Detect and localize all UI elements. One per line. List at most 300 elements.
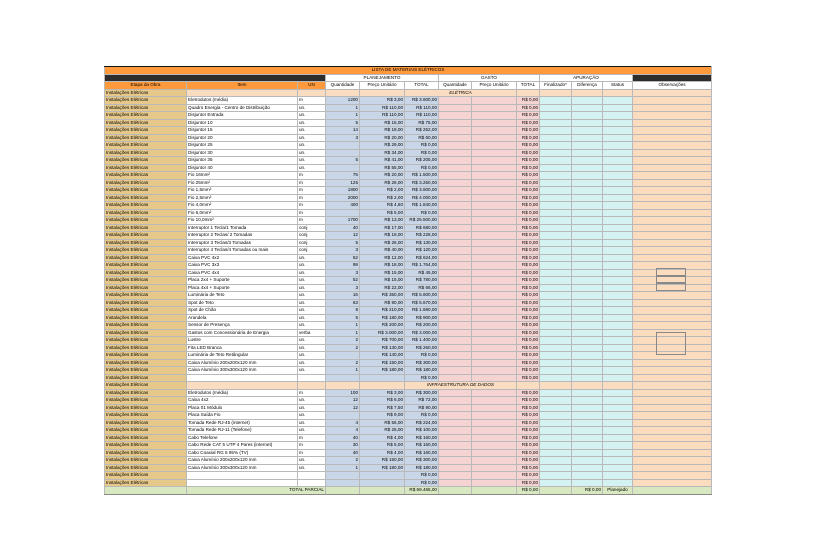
cell-observacoes[interactable]	[633, 142, 712, 150]
cell-etapa[interactable]: Instalações Elétricas	[105, 427, 187, 435]
cell-p-quantidade[interactable]	[326, 164, 360, 172]
cell-g-preco[interactable]	[472, 434, 517, 442]
cell-g-total[interactable]: R$ 0,00	[517, 239, 540, 247]
cell-etapa[interactable]: Instalações Elétricas	[105, 209, 187, 217]
cell-p-preco[interactable]: R$ 350,00	[360, 292, 405, 300]
cell-finalizado[interactable]	[540, 247, 572, 255]
cell-un[interactable]: un.	[298, 277, 326, 285]
cell-p-preco[interactable]: R$ 26,00	[360, 179, 405, 187]
cell-p-preco[interactable]: R$ 130,00	[360, 344, 405, 352]
cell-item[interactable]: Caixa Alumínio 300x300x120 mm	[187, 464, 298, 472]
cell-p-total[interactable]: R$ 300,00	[405, 389, 439, 397]
cell-un[interactable]: un.	[298, 269, 326, 277]
cell-p-quantidade[interactable]: 40	[326, 224, 360, 232]
cell-g-quantidade[interactable]	[439, 127, 472, 135]
cell-finalizado[interactable]	[540, 127, 572, 135]
cell-un[interactable]: un.	[298, 337, 326, 345]
cell-p-quantidade[interactable]: 63	[326, 299, 360, 307]
cell-p-preco[interactable]: R$ 4,00	[360, 449, 405, 457]
cell-p-preco[interactable]: R$ 15,00	[360, 277, 405, 285]
cell-finalizado[interactable]	[540, 457, 572, 465]
cell-item[interactable]	[187, 479, 298, 487]
section-empty-cell[interactable]	[633, 382, 712, 390]
cell-g-preco[interactable]	[472, 127, 517, 135]
cell-finalizado[interactable]	[540, 427, 572, 435]
cell-observacoes[interactable]	[633, 187, 712, 195]
cell-p-quantidade[interactable]: 3	[326, 247, 360, 255]
cell-item[interactable]	[187, 472, 298, 480]
cell-etapa[interactable]: Instalações Elétricas	[105, 404, 187, 412]
cell-g-preco[interactable]	[472, 142, 517, 150]
cell-un[interactable]: m	[298, 172, 326, 180]
cell-g-preco[interactable]	[472, 149, 517, 157]
cell-g-preco[interactable]	[472, 239, 517, 247]
cell-item[interactable]: Disjuntor Entrada	[187, 112, 298, 120]
cell-observacoes[interactable]	[633, 209, 712, 217]
cell-p-preco[interactable]: R$ 25,00	[360, 427, 405, 435]
cell-observacoes[interactable]	[633, 127, 712, 135]
cell-g-preco[interactable]	[472, 179, 517, 187]
cell-g-total[interactable]: R$ 0,00	[517, 307, 540, 315]
cell-diferenca[interactable]	[572, 389, 603, 397]
cell-g-quantidade[interactable]	[439, 367, 472, 375]
cell-p-preco[interactable]: R$ 18,00	[360, 127, 405, 135]
cell-item[interactable]: Placa 4x4 + Suporte	[187, 284, 298, 292]
cell-etapa[interactable]: Instalações Elétricas	[105, 149, 187, 157]
cell-diferenca[interactable]	[572, 277, 603, 285]
section-empty-cell[interactable]	[633, 89, 712, 97]
cell-etapa[interactable]: Instalações Elétricas	[105, 232, 187, 240]
cell-item[interactable]	[187, 374, 298, 382]
cell-g-total[interactable]: R$ 0,00	[517, 194, 540, 202]
cell-p-total[interactable]: R$ 1.400,00	[405, 337, 439, 345]
cell-diferenca[interactable]	[572, 202, 603, 210]
cell-finalizado[interactable]	[540, 239, 572, 247]
cell-p-total[interactable]: R$ 0,00	[405, 479, 439, 487]
cell-un[interactable]: un.	[298, 322, 326, 330]
cell-status[interactable]	[603, 442, 633, 450]
cell-g-total[interactable]: R$ 0,00	[517, 104, 540, 112]
cell-g-total[interactable]: R$ 0,00	[517, 337, 540, 345]
cell-g-quantidade[interactable]	[439, 179, 472, 187]
cell-g-quantidade[interactable]	[439, 232, 472, 240]
cell-item[interactable]: Interruptor 4 Teclas/4 Tomadas ou mais	[187, 247, 298, 255]
cell-un[interactable]: m	[298, 179, 326, 187]
cell-etapa[interactable]: Instalações Elétricas	[105, 292, 187, 300]
cell-p-preco[interactable]: R$ 2,00	[360, 194, 405, 202]
cell-p-preco[interactable]: R$ 34,00	[360, 149, 405, 157]
cell-status[interactable]	[603, 307, 633, 315]
cell-p-preco[interactable]: R$ 19,00	[360, 232, 405, 240]
cell-observacoes[interactable]	[633, 194, 712, 202]
cell-g-quantidade[interactable]	[439, 247, 472, 255]
cell-p-quantidade[interactable]: 12	[326, 232, 360, 240]
cell-un[interactable]: un.	[298, 352, 326, 360]
cell-g-total[interactable]: R$ 0,00	[517, 352, 540, 360]
cell-diferenca[interactable]	[572, 127, 603, 135]
cell-diferenca[interactable]	[572, 359, 603, 367]
cell-item[interactable]: Disjuntor 20	[187, 134, 298, 142]
cell-g-preco[interactable]	[472, 479, 517, 487]
cell-diferenca[interactable]	[572, 479, 603, 487]
cell-etapa[interactable]: Instalações Elétricas	[105, 464, 187, 472]
cell-p-total[interactable]: R$ 110,00	[405, 104, 439, 112]
cell-finalizado[interactable]	[540, 412, 572, 420]
cell-g-quantidade[interactable]	[439, 149, 472, 157]
cell-etapa[interactable]: Instalações Elétricas	[105, 217, 187, 225]
cell-diferenca[interactable]	[572, 224, 603, 232]
cell-finalizado[interactable]	[540, 307, 572, 315]
cell-observacoes[interactable]	[633, 232, 712, 240]
cell-finalizado[interactable]	[540, 284, 572, 292]
cell-p-quantidade[interactable]: 1	[326, 367, 360, 375]
cell-item[interactable]: Luminária de Teto Retângular	[187, 352, 298, 360]
cell-un[interactable]: un.	[298, 284, 326, 292]
cell-status[interactable]	[603, 232, 633, 240]
cell-g-quantidade[interactable]	[439, 419, 472, 427]
cell-diferenca[interactable]	[572, 307, 603, 315]
cell-status[interactable]	[603, 352, 633, 360]
cell-un[interactable]	[298, 374, 326, 382]
cell-un[interactable]: verba	[298, 329, 326, 337]
cell-p-total[interactable]: R$ 5.600,00	[405, 292, 439, 300]
cell-status[interactable]	[603, 112, 633, 120]
cell-finalizado[interactable]	[540, 404, 572, 412]
cell-p-total[interactable]: R$ 680,00	[405, 224, 439, 232]
cell-g-total[interactable]: R$ 0,00	[517, 277, 540, 285]
section-empty-cell[interactable]	[360, 89, 405, 97]
cell-item[interactable]: Disjuntor 10	[187, 119, 298, 127]
col-un[interactable]: UN	[298, 82, 326, 90]
cell-p-total[interactable]: R$ 180,00	[405, 367, 439, 375]
section-empty-cell[interactable]	[540, 382, 572, 390]
cell-un[interactable]: m	[298, 217, 326, 225]
cell-diferenca[interactable]	[572, 112, 603, 120]
cell-status[interactable]	[603, 337, 633, 345]
cell-diferenca[interactable]	[572, 209, 603, 217]
cell-un[interactable]: un.	[298, 254, 326, 262]
cell-finalizado[interactable]	[540, 374, 572, 382]
cell-etapa[interactable]: Instalações Elétricas	[105, 389, 187, 397]
cell-g-quantidade[interactable]	[439, 442, 472, 450]
cell-p-total[interactable]: R$ 130,00	[405, 239, 439, 247]
col-g-total[interactable]: TOTAL	[517, 82, 540, 90]
cell-p-quantidade[interactable]: 2	[326, 359, 360, 367]
cell-finalizado[interactable]	[540, 449, 572, 457]
cell-g-preco[interactable]	[472, 344, 517, 352]
cell-observacoes[interactable]	[633, 479, 712, 487]
cell-g-total[interactable]: R$ 0,00	[517, 217, 540, 225]
cell-un[interactable]: un.	[298, 262, 326, 270]
cell-diferenca[interactable]	[572, 97, 603, 105]
col-finalizado[interactable]: Finalizado*	[540, 82, 572, 90]
cell-un[interactable]: m	[298, 449, 326, 457]
section-empty-cell[interactable]	[517, 382, 540, 390]
cell-status[interactable]	[603, 254, 633, 262]
cell-finalizado[interactable]	[540, 164, 572, 172]
cell-g-total[interactable]: R$ 0,00	[517, 464, 540, 472]
section-empty-cell[interactable]	[326, 89, 360, 97]
col-p-quantidade[interactable]: Quantidade	[326, 82, 360, 90]
cell-item[interactable]: Caixa Alumínio 300x300x120 mm	[187, 367, 298, 375]
cell-status[interactable]	[603, 412, 633, 420]
cell-status[interactable]	[603, 179, 633, 187]
cell-p-quantidade[interactable]: 125	[326, 179, 360, 187]
cell-status[interactable]	[603, 262, 633, 270]
cell-un[interactable]: m	[298, 202, 326, 210]
cell-un[interactable]: un.	[298, 314, 326, 322]
cell-g-quantidade[interactable]	[439, 277, 472, 285]
cell-un[interactable]: un.	[298, 412, 326, 420]
cell-g-total[interactable]: R$ 0,00	[517, 134, 540, 142]
cell-g-quantidade[interactable]	[439, 352, 472, 360]
cell-un[interactable]	[298, 472, 326, 480]
cell-p-preco[interactable]	[360, 472, 405, 480]
cell-etapa[interactable]: Instalações Elétricas	[105, 337, 187, 345]
cell-finalizado[interactable]	[540, 472, 572, 480]
cell-status[interactable]	[603, 142, 633, 150]
cell-p-total[interactable]: R$ 205,00	[405, 157, 439, 165]
section-empty-cell[interactable]	[540, 89, 572, 97]
cell-un[interactable]: un.	[298, 367, 326, 375]
cell-g-preco[interactable]	[472, 232, 517, 240]
cell-p-quantidade[interactable]: 2	[326, 457, 360, 465]
cell-diferenca[interactable]	[572, 119, 603, 127]
section-empty-cell[interactable]	[360, 382, 405, 390]
cell-observacoes[interactable]	[633, 179, 712, 187]
cell-g-preco[interactable]	[472, 412, 517, 420]
cell-finalizado[interactable]	[540, 202, 572, 210]
cell-un[interactable]: un.	[298, 419, 326, 427]
cell-item[interactable]: Spot de Teto	[187, 299, 298, 307]
cell-g-total[interactable]: R$ 0,00	[517, 202, 540, 210]
cell-etapa[interactable]: Instalações Elétricas	[105, 194, 187, 202]
cell-p-total[interactable]: R$ 624,00	[405, 254, 439, 262]
cell-status[interactable]	[603, 134, 633, 142]
cell-diferenca[interactable]	[572, 284, 603, 292]
cell-status[interactable]	[603, 164, 633, 172]
cell-un[interactable]: m	[298, 434, 326, 442]
cell-finalizado[interactable]	[540, 479, 572, 487]
total-status[interactable]: Planejado	[603, 487, 633, 495]
cell-diferenca[interactable]	[572, 449, 603, 457]
cell-p-total[interactable]: R$ 3.600,00	[405, 97, 439, 105]
cell-status[interactable]	[603, 217, 633, 225]
cell-g-total[interactable]: R$ 0,00	[517, 157, 540, 165]
cell-diferenca[interactable]	[572, 299, 603, 307]
cell-un[interactable]: un.	[298, 457, 326, 465]
cell-finalizado[interactable]	[540, 187, 572, 195]
cell-p-total[interactable]: R$ 0,00	[405, 164, 439, 172]
cell-p-quantidade[interactable]: 100	[326, 389, 360, 397]
cell-finalizado[interactable]	[540, 352, 572, 360]
cell-status[interactable]	[603, 157, 633, 165]
cell-p-total[interactable]: R$ 224,00	[405, 419, 439, 427]
cell-etapa[interactable]: Instalações Elétricas	[105, 224, 187, 232]
cell-p-quantidade[interactable]: 30	[326, 442, 360, 450]
cell-g-quantidade[interactable]	[439, 322, 472, 330]
cell-status[interactable]	[603, 457, 633, 465]
cell-status[interactable]	[603, 449, 633, 457]
cell-g-quantidade[interactable]	[439, 389, 472, 397]
cell-item[interactable]: Sensor de Presença	[187, 322, 298, 330]
cell-finalizado[interactable]	[540, 329, 572, 337]
cell-p-preco[interactable]	[360, 374, 405, 382]
cell-p-total[interactable]: R$ 0,00	[405, 374, 439, 382]
cell-p-total[interactable]: R$ 300,00	[405, 457, 439, 465]
cell-g-total[interactable]: R$ 0,00	[517, 187, 540, 195]
cell-p-preco[interactable]	[360, 479, 405, 487]
cell-p-preco[interactable]: R$ 9,00	[360, 412, 405, 420]
cell-g-total[interactable]: R$ 0,00	[517, 427, 540, 435]
cell-p-quantidade[interactable]: 40	[326, 434, 360, 442]
cell-g-quantidade[interactable]	[439, 472, 472, 480]
cell-item[interactable]: Disjuntor 35	[187, 157, 298, 165]
cell-status[interactable]	[603, 119, 633, 127]
cell-etapa[interactable]: Instalações Elétricas	[105, 449, 187, 457]
cell-g-total[interactable]: R$ 0,00	[517, 127, 540, 135]
cell-g-quantidade[interactable]	[439, 337, 472, 345]
cell-p-preco[interactable]: R$ 700,00	[360, 337, 405, 345]
cell-etapa[interactable]: Instalações Elétricas	[105, 374, 187, 382]
cell-p-total[interactable]: R$ 1.500,00	[405, 172, 439, 180]
cell-status[interactable]	[603, 299, 633, 307]
cell-p-quantidade[interactable]: 75	[326, 172, 360, 180]
cell-g-quantidade[interactable]	[439, 104, 472, 112]
cell-p-preco[interactable]: R$ 26,00	[360, 239, 405, 247]
cell-p-quantidade[interactable]	[326, 209, 360, 217]
cell-un[interactable]: un.	[298, 344, 326, 352]
cell-etapa[interactable]: Instalações Elétricas	[105, 254, 187, 262]
cell-p-quantidade[interactable]: 12	[326, 397, 360, 405]
cell-g-quantidade[interactable]	[439, 112, 472, 120]
cell-etapa[interactable]: Instalações Elétricas	[105, 442, 187, 450]
cell-g-total[interactable]: R$ 0,00	[517, 359, 540, 367]
cell-diferenca[interactable]	[572, 269, 603, 277]
cell-etapa[interactable]: Instalações Elétricas	[105, 299, 187, 307]
cell-un[interactable]: un.	[298, 299, 326, 307]
cell-diferenca[interactable]	[572, 179, 603, 187]
cell-un[interactable]: un.	[298, 104, 326, 112]
cell-p-total[interactable]: R$ 66,00	[405, 284, 439, 292]
cell-g-preco[interactable]	[472, 337, 517, 345]
cell-status[interactable]	[603, 419, 633, 427]
cell-p-total[interactable]: R$ 3.250,00	[405, 179, 439, 187]
cell-g-quantidade[interactable]	[439, 224, 472, 232]
cell-etapa[interactable]: Instalações Elétricas	[105, 434, 187, 442]
cell-p-quantidade[interactable]: 5	[326, 239, 360, 247]
cell-g-quantidade[interactable]	[439, 412, 472, 420]
cell-item[interactable]: Fio 16mm²	[187, 172, 298, 180]
cell-p-quantidade[interactable]: 5	[326, 157, 360, 165]
cell-g-quantidade[interactable]	[439, 434, 472, 442]
section-empty-cell[interactable]	[298, 382, 326, 390]
cell-g-quantidade[interactable]	[439, 284, 472, 292]
cell-status[interactable]	[603, 104, 633, 112]
cell-etapa[interactable]: Instalações Elétricas	[105, 89, 187, 97]
cell-observacoes[interactable]	[633, 112, 712, 120]
cell-diferenca[interactable]	[572, 442, 603, 450]
cell-finalizado[interactable]	[540, 262, 572, 270]
cell-g-total[interactable]: R$ 0,00	[517, 149, 540, 157]
col-g-preco[interactable]: Preço Unitário	[472, 82, 517, 90]
cell-p-preco[interactable]: R$ 110,00	[360, 104, 405, 112]
cell-g-total[interactable]: R$ 0,00	[517, 172, 540, 180]
cell-un[interactable]: conj	[298, 247, 326, 255]
cell-p-preco[interactable]: R$ 12,00	[360, 254, 405, 262]
cell-finalizado[interactable]	[540, 292, 572, 300]
col-observacoes[interactable]: Observações	[633, 82, 712, 90]
cell-g-total[interactable]: R$ 0,00	[517, 404, 540, 412]
cell-observacoes[interactable]	[633, 419, 712, 427]
cell-p-quantidade[interactable]: 3	[326, 269, 360, 277]
cell-g-quantidade[interactable]	[439, 239, 472, 247]
cell-p-total[interactable]: R$ 0,00	[405, 142, 439, 150]
cell-p-quantidade[interactable]: 1	[326, 104, 360, 112]
cell-etapa[interactable]: Instalações Elétricas	[105, 322, 187, 330]
cell-g-quantidade[interactable]	[439, 404, 472, 412]
cell-g-total[interactable]: R$ 0,00	[517, 254, 540, 262]
cell-g-preco[interactable]	[472, 359, 517, 367]
cell-observacoes[interactable]	[633, 434, 712, 442]
cell-g-quantidade[interactable]	[439, 194, 472, 202]
cell-p-total[interactable]: R$ 228,00	[405, 232, 439, 240]
cell-etapa[interactable]: Instalações Elétricas	[105, 329, 187, 337]
cell-g-preco[interactable]	[472, 367, 517, 375]
cell-observacoes[interactable]	[633, 97, 712, 105]
cell-etapa[interactable]: Instalações Elétricas	[105, 269, 187, 277]
cell-observacoes[interactable]	[633, 202, 712, 210]
cell-finalizado[interactable]	[540, 299, 572, 307]
total-diferenca[interactable]: R$ 0,00	[572, 487, 603, 495]
cell-status[interactable]	[603, 427, 633, 435]
cell-item[interactable]: Arandela	[187, 314, 298, 322]
cell-etapa[interactable]: Instalações Elétricas	[105, 142, 187, 150]
cell-etapa[interactable]: Instalações Elétricas	[105, 284, 187, 292]
cell-g-preco[interactable]	[472, 292, 517, 300]
cell-un[interactable]: conj	[298, 224, 326, 232]
section-empty-cell[interactable]	[572, 382, 603, 390]
cell-etapa[interactable]: Instalações Elétricas	[105, 344, 187, 352]
cell-finalizado[interactable]	[540, 119, 572, 127]
cell-g-preco[interactable]	[472, 457, 517, 465]
cell-g-preco[interactable]	[472, 307, 517, 315]
cell-g-preco[interactable]	[472, 322, 517, 330]
cell-status[interactable]	[603, 194, 633, 202]
col-p-preco[interactable]: Preço Unitário	[360, 82, 405, 90]
cell-finalizado[interactable]	[540, 389, 572, 397]
cell-p-total[interactable]: R$ 25.500,00	[405, 217, 439, 225]
cell-status[interactable]	[603, 247, 633, 255]
section-empty-cell[interactable]	[572, 89, 603, 97]
cell-p-total[interactable]: R$ 0,00	[405, 472, 439, 480]
cell-p-quantidade[interactable]: 2	[326, 344, 360, 352]
cell-finalizado[interactable]	[540, 464, 572, 472]
cell-un[interactable]: un.	[298, 112, 326, 120]
cell-finalizado[interactable]	[540, 149, 572, 157]
cell-p-preco[interactable]: R$ 5,00	[360, 442, 405, 450]
cell-g-total[interactable]: R$ 0,00	[517, 449, 540, 457]
cell-finalizado[interactable]	[540, 254, 572, 262]
cell-etapa[interactable]: Instalações Elétricas	[105, 397, 187, 405]
cell-un[interactable]: m	[298, 194, 326, 202]
cell-item[interactable]: Cabo Rede CAT 5 UTP 4 Pares (internet)	[187, 442, 298, 450]
cell-item[interactable]: Caixa Alumínio 200x200x120 mm	[187, 359, 298, 367]
cell-g-quantidade[interactable]	[439, 209, 472, 217]
cell-g-total[interactable]: R$ 0,00	[517, 224, 540, 232]
cell-g-preco[interactable]	[472, 202, 517, 210]
cell-g-quantidade[interactable]	[439, 307, 472, 315]
